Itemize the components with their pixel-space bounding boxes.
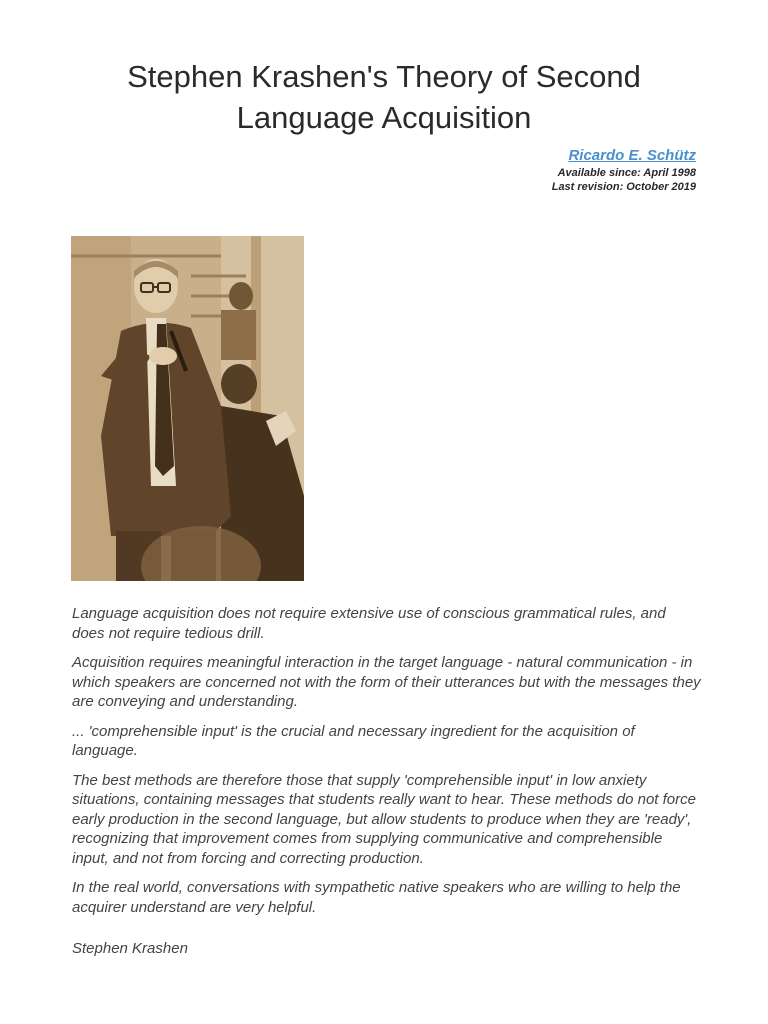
author-link[interactable]: Ricardo E. Schütz (568, 147, 696, 164)
byline (552, 146, 696, 194)
portrait-photo (71, 236, 304, 581)
quote-paragraph-5: In the real world, conversations with sympathetic native speakers who are willing to help the acquirer understand are very helpful. (72, 879, 681, 916)
page-title (60, 56, 708, 138)
quote-paragraph-4: The best methods are therefore those that supply 'comprehensible input' in low anxiety situations, containing messages that students really want to hear. These methods do not force early production in the second language, but allow students to produce when they are 'ready', recognizing that improvement comes from supplying communicative and comprehensible input, and not from forcing and correcting production. (72, 771, 696, 867)
krashen-quote (72, 604, 702, 969)
quote-paragraph-2: Acquisition requires meaningful interaction in the target language - natural communication - in which speakers are concerned not with the form of their utterances but with the messages they are conveying and understanding. (72, 654, 701, 710)
quote-paragraph-3: ... 'comprehensible input' is the crucial and necessary ingredient for the acquisition of language. (72, 722, 635, 759)
page-title-line-1: Stephen Krashen's Theory of Second (127, 59, 641, 94)
quote-paragraph-1: Language acquisition does not require extensive use of conscious grammatical rules, and does not require tedious drill. (72, 605, 666, 642)
page-title-line-2: Language Acquisition (236, 100, 532, 135)
available-since: Available since: April 1998 (557, 167, 696, 179)
quote-attribution: Stephen Krashen (72, 940, 188, 957)
last-revision: Last revision: October 2019 (551, 181, 696, 193)
